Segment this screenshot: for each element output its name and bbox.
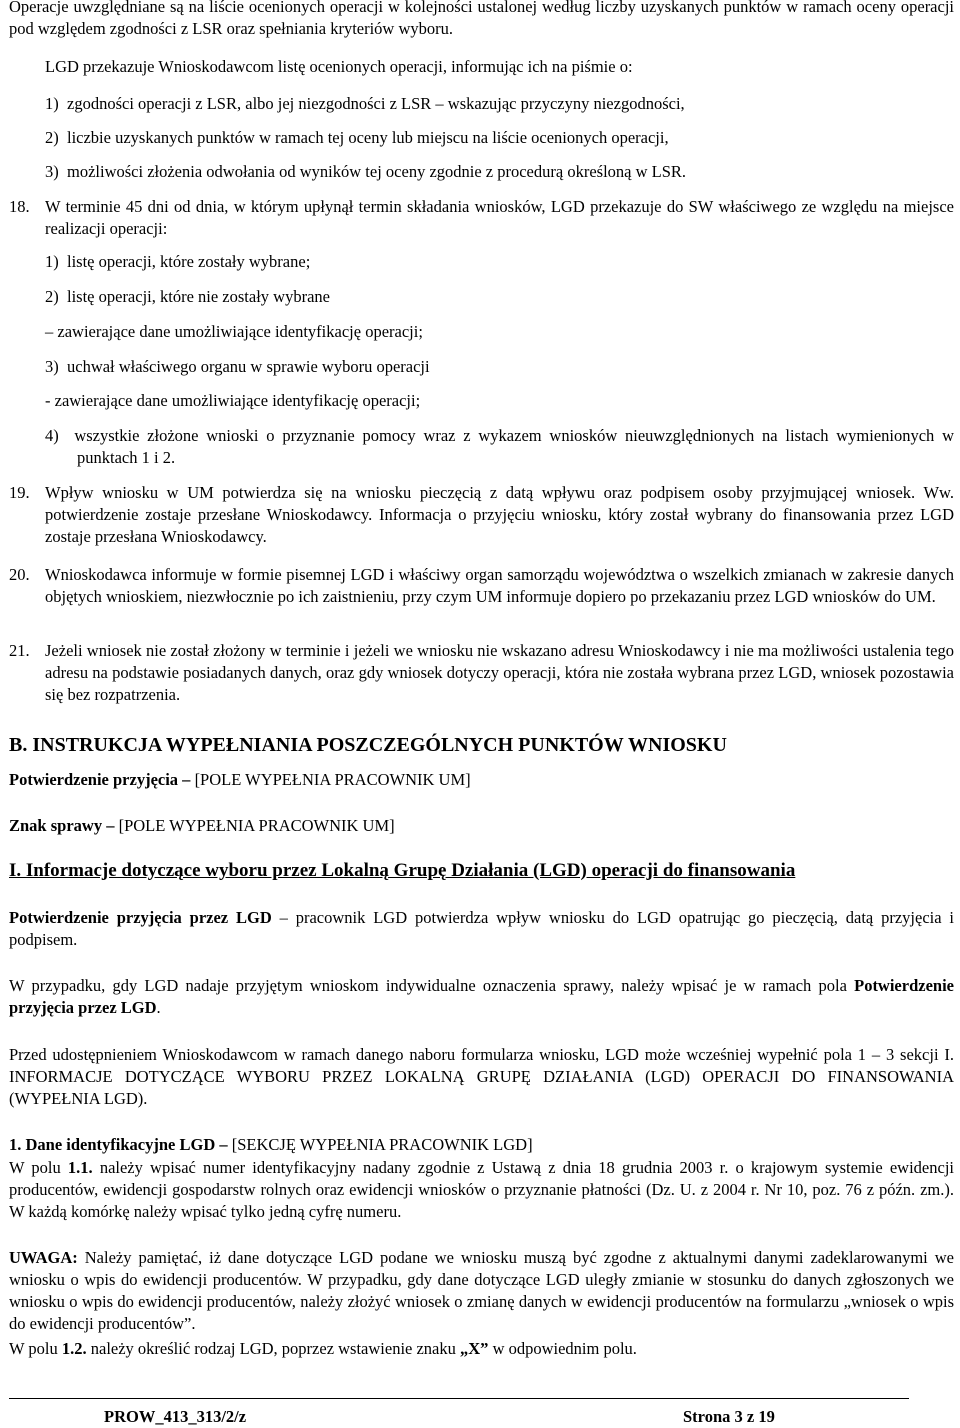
list-item: 2) liczbie uzyskanych punktów w ramach tej oceny lub miejscu na liście ocenionych operacji, <box>45 128 669 147</box>
label: UWAGA: <box>9 1248 78 1267</box>
paragraph-przed: Przed udostępnieniem Wnioskodawcom w ramach danego naboru formularza wniosku, LGD może wcześniej wypełnić pola 1 – 3 sekcji I. INFORMACJE DOTYCZĄCE WYBORU PRZEZ LOKALNĄ GRUPĘ DZIAŁANIA (LGD) OPERACJI DO FINANSOWANIA (WYPEŁNIA LGD). <box>9 1045 954 1108</box>
heading-i-text: I. Informacje dotyczące wyboru przez Lokalną Grupę Działania (LGD) operacji do finansowania <box>9 860 796 881</box>
list-item: 1) listę operacji, które zostały wybrane; <box>45 252 311 271</box>
section-number: 18. <box>9 197 30 216</box>
text: w odpowiednim polu. <box>488 1339 637 1358</box>
heading-i <box>9 860 954 882</box>
list-item: 2) listę operacji, które nie zostały wybrane <box>45 287 330 306</box>
text: Należy pamiętać, iż dane dotyczące LGD podane we wniosku muszą być zgodne z aktualnymi danymi zadeklarowanymi we wniosku o wpis do ewidencji producentów. W przypadku, gdy dane dotyczące LGD uległy zmianie w stosunku do danych zgłoszonych we wniosku o wpis do ewidencji producentów, należy złożyć wniosek o zmianę danych w ewidencji producentów na formularzu „wniosek o wpis do ewidencji producentów”. <box>9 1248 954 1333</box>
text: . <box>156 998 161 1017</box>
section-19-text: Wpływ wniosku w UM potwierdza się na wniosku pieczęcią z datą wpływu oraz podpisem osoby przyjmującej wniosek. Ww. potwierdzenie zostaje przesłane Wnioskodawcy. Informacja o przyjęciu wniosku, który został wybrany do finansowania przez LGD zostaje przesłana Wnioskodawcy. <box>45 483 954 546</box>
potwierdzenie-przyjecia <box>9 769 954 791</box>
text: – pracownik LGD potwierdza wpływ wniosku do LGD opatrując go pieczęcią, datą przyjęcia i podpisem. <box>9 908 954 949</box>
footer-code: PROW_413_313/2/z <box>104 1407 247 1426</box>
footer-page-number: Strona 3 z 19 <box>683 1407 775 1426</box>
label: 1.2. <box>61 1339 87 1358</box>
mark-x: „X” <box>460 1339 489 1358</box>
text: W polu <box>9 1339 62 1358</box>
list-item: 3) uchwał właściwego organu w sprawie wyboru operacji <box>45 357 430 376</box>
section-1-heading <box>9 1134 954 1156</box>
paragraph-potwierdzenie-lgd <box>9 907 954 951</box>
label: Potwierdzenie przyjęcia przez LGD <box>9 976 954 1017</box>
list-item: – zawierające dane umożliwiające identyfikację operacji; <box>45 322 423 341</box>
paragraph-top: Operacje uwzględniane są na liście ocenionych operacji w kolejności ustalonej według liczby uzyskanych punktów w ramach oceny operacji pod względem zgodności z LSR oraz spełniania kryteriów wyboru. <box>9 0 954 38</box>
heading-b: B. INSTRUKCJA WYPEŁNIANIA POSZCZEGÓLNYCH PUNKTÓW WNIOSKU <box>9 734 727 756</box>
section-20-text: Wnioskodawca informuje w formie pisemnej LGD i właściwy organ samorządu województwa o wszelkich zmianach w zakresie danych objętych wnioskiem, niezwłocznie po ich zaistnieniu, przy czym UM informuje dopiero po przekazaniu przez LGD wniosków do UM. <box>45 565 954 606</box>
label: Potwierdzenie przyjęcia – <box>9 770 191 789</box>
text: [SEKCJĘ WYPEŁNIA PRACOWNIK LGD] <box>227 1135 533 1154</box>
section-number: 21. <box>9 641 30 660</box>
section-18-text: W terminie 45 dni od dnia, w którym upłynął termin składania wniosków, LGD przekazuje do SW właściwego ze względu na miejsce realizacji operacji: <box>45 197 954 238</box>
section-21-text: Jeżeli wniosek nie został złożony w terminie i jeżeli we wniosku nie wskazano adresu Wnioskodawcy i nie ma możliwości ustalenia tego adresu na podstawie posiadanych danych, oraz gdy wniosek dotyczy operacji, która nie została wybrana przez LGD, wniosek pozostawia się bez rozpatrzenia. <box>45 641 954 704</box>
paragraph-uwaga <box>9 1247 954 1335</box>
label: Potwierdzenie przyjęcia przez LGD <box>9 908 272 927</box>
section-number: 19. <box>9 483 30 502</box>
text: należy określić rodzaj LGD, poprzez wstawienie znaku <box>86 1339 461 1358</box>
list-item: 1) zgodności operacji z LSR, albo jej niezgodności z LSR – wskazując przyczyny niezgodności, <box>45 94 685 113</box>
paragraph-oznaczenia <box>9 975 954 1019</box>
label: 1. Dane identyfikacyjne LGD – <box>9 1135 228 1154</box>
paragraph-pole-1-1 <box>9 1157 954 1223</box>
value: [POLE WYPEŁNIA PRACOWNIK UM] <box>190 770 471 789</box>
footer-divider <box>9 1398 909 1399</box>
section-number: 20. <box>9 565 30 584</box>
list-item: - zawierające dane umożliwiające identyfikację operacji; <box>45 391 421 410</box>
znak-sprawy <box>9 815 954 837</box>
value: [POLE WYPEŁNIA PRACOWNIK UM] <box>114 816 395 835</box>
label: Znak sprawy – <box>9 816 115 835</box>
paragraph-lgd-intro: LGD przekazuje Wnioskodawcom listę ocenionych operacji, informując ich na piśmie o: <box>45 57 633 76</box>
text: W przypadku, gdy LGD nadaje przyjętym wnioskom indywidualne oznaczenia sprawy, należy wpisać je w ramach pola <box>9 976 855 995</box>
label: 1.1. <box>67 1158 93 1177</box>
list-item: 3) możliwości złożenia odwołania od wyników tej oceny zgodnie z procedurą określoną w LSR. <box>45 162 687 181</box>
text: W polu <box>9 1158 68 1177</box>
list-item: 4) wszystkie złożone wnioski o przyznanie pomocy wraz z wykazem wniosków nieuwzględnionych na listach wymienionych w punktach 1 i 2. <box>45 426 954 467</box>
text: należy wpisać numer identyfikacyjny nadany zgodnie z Ustawą z dnia 18 grudnia 2003 r. o krajowym systemie ewidencji producentów, ewidencji gospodarstw rolnych oraz ewidencji wniosków o przyznanie płatności (Dz. U. z 2004 r. Nr 10, poz. 76 z późn. zm.). W każdą komórkę należy wpisać tylko jedną cyfrę numeru. <box>9 1158 954 1221</box>
paragraph-pole-1-2 <box>9 1338 954 1360</box>
